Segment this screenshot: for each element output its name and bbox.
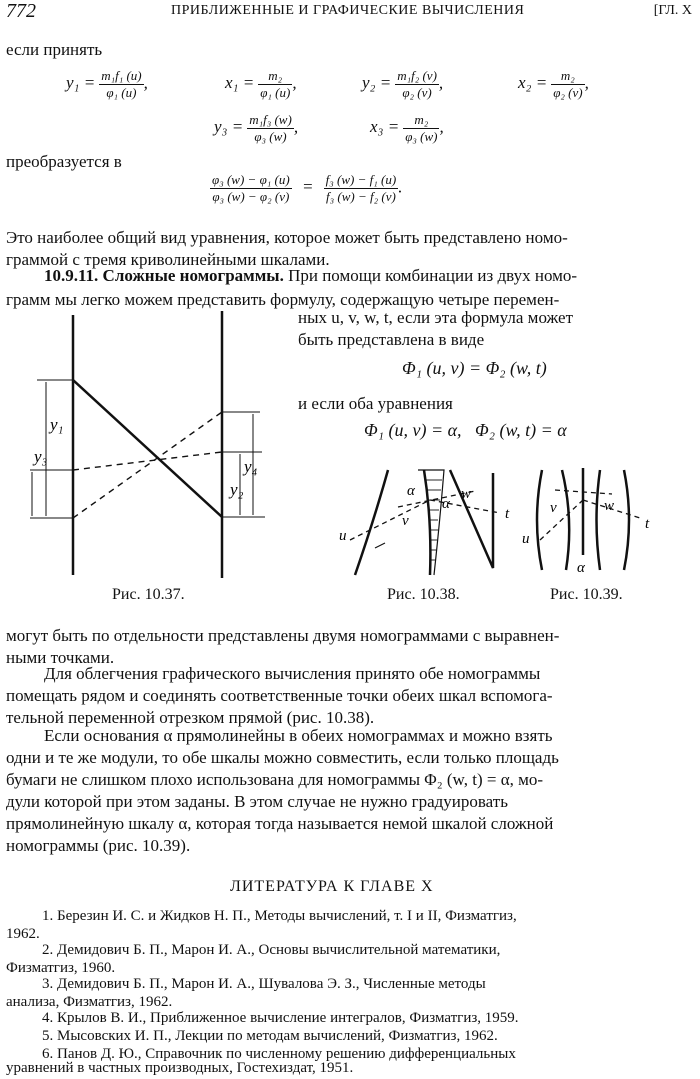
ref-2-line2: Физматгиз, 1960. [6, 960, 116, 976]
x2-den: φ₂ (v) [553, 85, 583, 100]
main-equation: $\frac{\text{φ₃ (w) − φ₁ (u)}}{\text{φ₃ (w) − φ₂ (v)}}$ = $\frac{\text{f₃ (w) − f₁ (u)}}{\text{f₃ (w) − f₂ (v)}}$ . [212, 172, 403, 204]
ref-6-line2: уравнений в частных производных, Гостехиздат, 1951. [6, 1060, 354, 1076]
subst-x1: x₁ = $\frac{\text{m₂}}{\text{φ₁ (u)}}$ , [225, 68, 297, 100]
para2-line2: ными точками. [6, 648, 115, 667]
para1-line1: Это наиболее общий вид уравнения, которое может быть представлено номо- [6, 228, 568, 247]
formula-phi-alpha: Φ₁ (u, v) = α, Φ₂ (w, t) = α [364, 420, 567, 440]
y1-den: φ₁ (u) [106, 85, 137, 100]
eq-right-num: f₃ (w) − f₁ (u) [325, 172, 397, 187]
page-number: 772 [6, 0, 36, 22]
x2-num: m₂ [551, 68, 584, 85]
fig39-label-alpha: α [577, 560, 585, 576]
fig39-dash-1 [540, 500, 583, 540]
fig38-label-w: w [461, 486, 472, 502]
y2-den: φ₂ (v) [402, 85, 432, 100]
ref-4: 4. Крылов В. И., Приближенное вычисление интегралов, Физматгиз, 1959. [42, 1010, 519, 1026]
subst-y2: y₂ = $\frac{\text{m₁f₂ (v)}}{\text{φ₂ (v)}}$ , [362, 68, 444, 100]
para4-line4: дули которой при этом заданы. В этом случае не нужно градуировать [6, 792, 508, 811]
fig39-scale-v [562, 470, 569, 570]
para3-line1: Для облегчения графического вычисления принято обе номограммы [44, 664, 541, 683]
section-line5: и если оба уравнения [298, 394, 453, 413]
ref-1-line1: 1. Березин И. С. и Жидков Н. П., Методы вычислений, т. I и II, Физматгиз, [42, 908, 517, 924]
fig37-caption: Рис. 10.37. [112, 586, 185, 603]
intro-text: если принять [6, 40, 103, 59]
section-line1: При помощи комбинации из двух номо- [288, 266, 578, 285]
eq-left-num: φ₃ (w) − φ₁ (u) [212, 172, 290, 187]
x1-den: φ₁ (u) [260, 85, 291, 100]
subst-x2: x₂ = $\frac{\text{m₂}}{\text{φ₂ (v)}}$ , [518, 68, 589, 100]
subst-row-1: y₁ = $\frac{\text{m₁f₁ (u)}}{\text{φ₁ (u)}}$ , [66, 68, 148, 100]
x1-num: m₂ [258, 68, 292, 85]
eq-right-den: f₃ (w) − f₂ (v) [326, 189, 396, 204]
x3-den: φ₃ (w) [405, 129, 438, 144]
ref-1-line2: 1962. [6, 926, 40, 942]
section-heading: 10.9.11. Сложные номограммы. [44, 266, 284, 285]
ref-2-line1: 2. Демидович Б. П., Марон И. А., Основы вычислительной математики, [42, 942, 501, 958]
y3-num: m₁f₃ (w) [249, 112, 292, 127]
fig37-label-y4: y₄ [244, 457, 258, 476]
fig39-label-v: v [550, 500, 557, 516]
eq-left-den: φ₃ (w) − φ₂ (v) [212, 189, 290, 204]
fig39-lines [537, 468, 640, 570]
fig38-caption: Рис. 10.38. [387, 586, 460, 603]
subst-x3: x₃ = $\frac{\text{m₂}}{\text{φ₃ (w)}}$ , [370, 112, 444, 144]
fig39-scale-w [597, 470, 601, 570]
y1-lhs: y₁ = [66, 73, 96, 93]
fig38-label-u: u [339, 528, 347, 544]
chapter-label: [ГЛ. X [653, 3, 692, 18]
section-line3: ных u, v, w, t, если эта формула может [298, 308, 574, 327]
ref-3-line2: анализа, Физматгиз, 1962. [6, 994, 173, 1010]
para2-line1: могут быть по отдельности представлены двумя номограммами с выравнен- [6, 626, 560, 645]
para4-line2: одни и те же модули, то обе шкалы можно совместить, если только площадь [6, 748, 559, 767]
ref-5: 5. Мысовских И. П., Лекции по методам вычислений, Физматгиз, 1962. [42, 1028, 498, 1044]
formula-phi-equal: Φ₁ (u, v) = Φ₂ (w, t) [402, 358, 547, 378]
fig39-label-t: t [645, 516, 650, 532]
para4-line1: Если основания α прямолинейны в обеих номограммах и можно взять [44, 726, 553, 745]
section-line2: грамм мы легко можем представить формулу, содержащую четыре перемен- [6, 290, 560, 309]
para1-line2: граммой с тремя криволинейными шкалами. [6, 250, 330, 269]
ref-3-line1: 3. Демидович Б. П., Марон И. А., Шувалова Э. З., Численные методы [42, 976, 486, 992]
para3-line3: тельной переменной отрезком прямой (рис. 10.38). [6, 708, 375, 727]
fig37-label-y1: y₁ [50, 415, 64, 434]
y2-num: m₁f₂ (v) [397, 68, 437, 83]
y1-num: m₁f₁ (u) [101, 68, 142, 83]
fig39-label-u: u [522, 531, 530, 547]
fig38-label-v: v [402, 513, 409, 529]
para4-line5: прямолинейную шкалу α, которая тогда называется немой шкалой сложной [6, 814, 554, 833]
x3-lhs: x₃ = [370, 117, 400, 137]
transforms-text: преобразуется в [6, 152, 122, 171]
y3-den: φ₃ (w) [254, 129, 287, 144]
subst-y3: y₃ = $\frac{\text{m₁f₃ (w)}}{\text{φ₃ (w)}}$ , [214, 112, 299, 144]
literature-title: ЛИТЕРАТУРА К ГЛАВЕ X [230, 878, 434, 895]
fig37-label-y3: y₃ [34, 447, 48, 466]
ref-6-line1: 6. Панов Д. Ю., Справочник по численному решению дифференциальных [42, 1046, 516, 1062]
y2-lhs: y₂ = [362, 73, 392, 93]
fig39-scale-u [537, 470, 542, 570]
running-title: ПРИБЛИЖЕННЫЕ И ГРАФИЧЕСКИЕ ВЫЧИСЛЕНИЯ [171, 3, 525, 18]
fig38-label-alpha-mid: α [442, 496, 450, 512]
fig38-label-alpha-top: α [407, 483, 415, 499]
para4-line6: номограммы (рис. 10.39). [6, 836, 191, 855]
para3-line2: помещать рядом и соединять соответственные точки обеих шкал вспомога- [6, 686, 553, 705]
section-line4: быть представлена в виде [298, 330, 485, 349]
fig39-label-w: w [604, 498, 615, 514]
fig39-caption: Рис. 10.39. [550, 586, 623, 603]
para4-line3: бумаги не слишком плохо использована для номограммы Φ₂ (w, t) = α, мо- [6, 770, 544, 789]
fig38-label-t: t [505, 506, 510, 522]
fig37-label-y2: y₂ [230, 480, 244, 499]
x1-lhs: x₁ = [225, 73, 255, 93]
y3-lhs: y₃ = [214, 117, 244, 137]
x3-num: m₂ [403, 112, 439, 129]
fig39-scale-t [624, 470, 629, 570]
x2-lhs: x₂ = [518, 73, 548, 93]
